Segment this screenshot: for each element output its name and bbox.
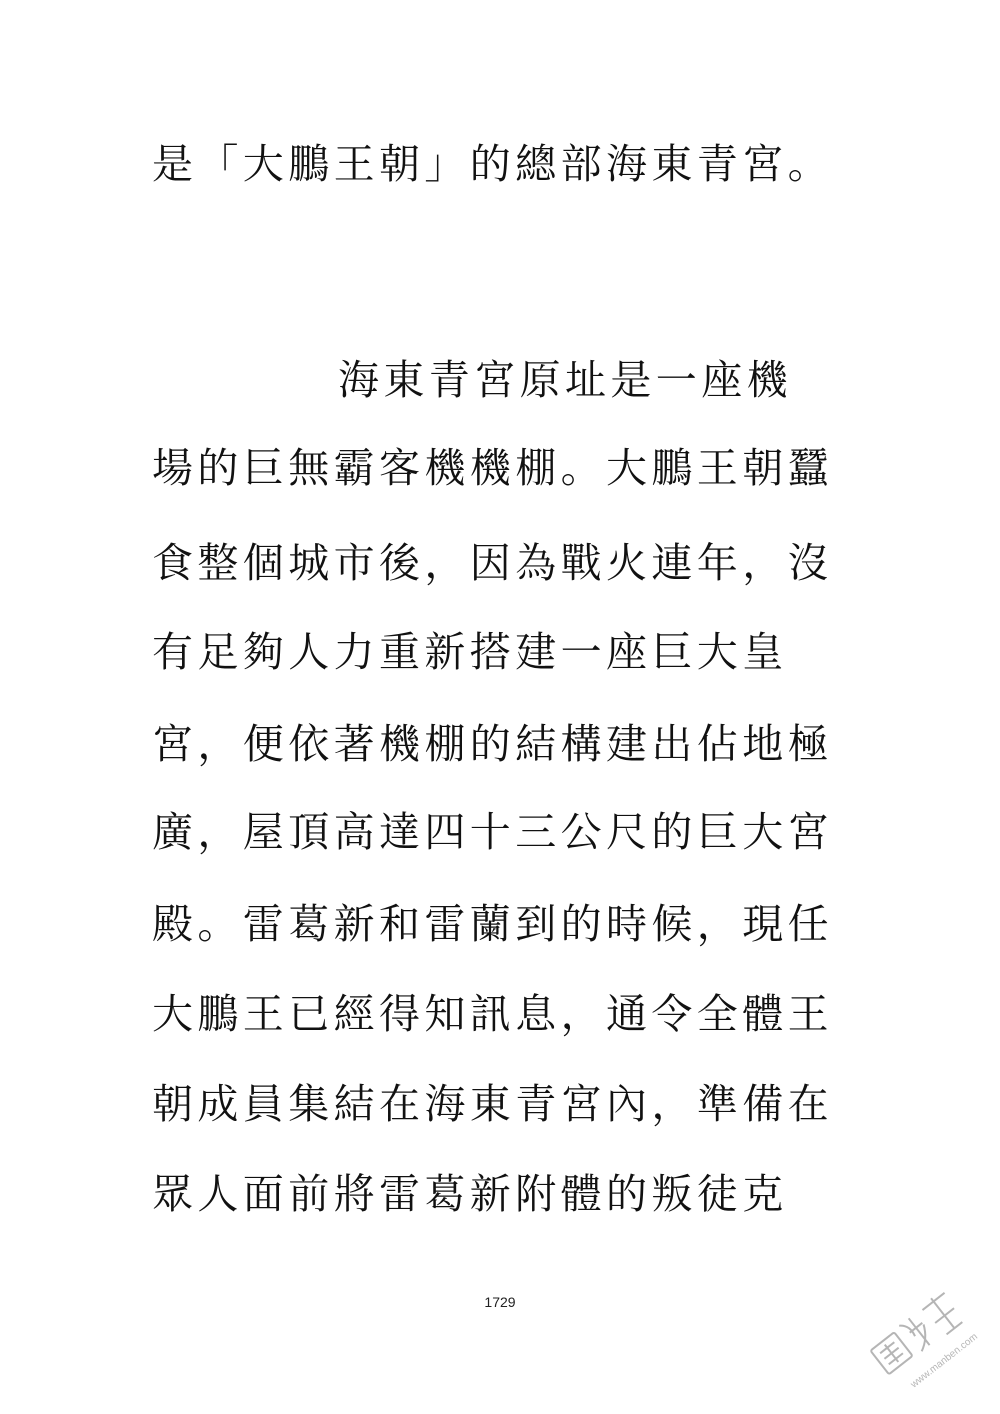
text-line: 宮，便依著機棚的結構建出佔地極 — [152, 720, 833, 768]
text-line: 是「大鵬王朝」的總部海東青宮。 — [152, 140, 833, 188]
text-line: 眾人面前將雷葛新附體的叛徒克 — [152, 1170, 788, 1218]
text-line: 殿。雷葛新和雷蘭到的時候，現任 — [152, 900, 833, 948]
text-line: 場的巨無霸客機機棚。大鵬王朝蠶 — [152, 444, 833, 492]
text-line: 海東青宮原址是一座機 — [338, 356, 792, 404]
text-line: 廣，屋頂高達四十三公尺的巨大宮 — [152, 808, 833, 856]
watermark-logo — [855, 1266, 995, 1406]
page-number: 1729 — [484, 1294, 516, 1310]
watermark-url: www.manben.com — [908, 1331, 980, 1391]
text-line: 大鵬王已經得知訊息，通令全體王 — [152, 990, 833, 1038]
text-line: 食整個城市後，因為戰火連年，沒 — [152, 539, 833, 587]
text-line: 有足夠人力重新搭建一座巨大皇 — [152, 628, 788, 676]
text-line: 朝成員集結在海東青宮內，準備在 — [152, 1080, 833, 1128]
